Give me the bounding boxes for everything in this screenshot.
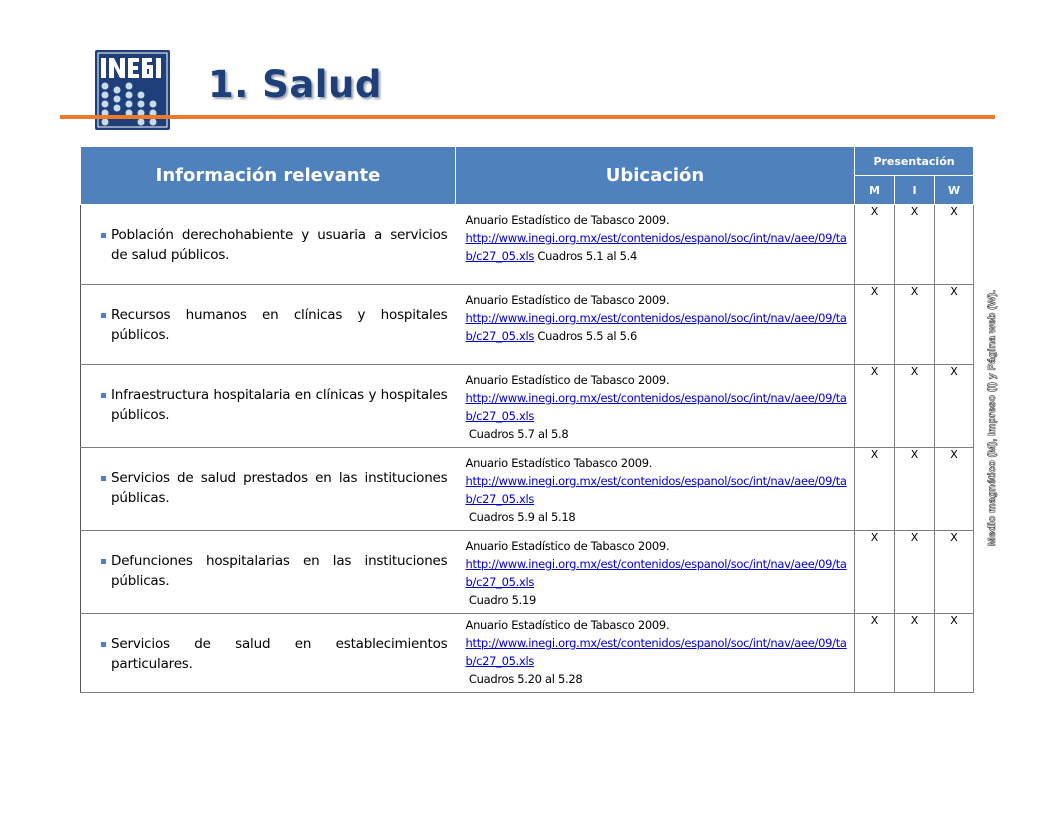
- table-row: [81, 531, 974, 614]
- source-link[interactable]: http://www.inegi.org.mx/est/contenidos/espanol/soc/int/nav/aee/09/tab/c27_05.xls: [465, 636, 847, 668]
- source-link[interactable]: http://www.inegi.org.mx/est/contenidos/espanol/soc/int/nav/aee/09/tab/c27_05.xls: [465, 231, 847, 263]
- info-text: Infraestructura hospitalaria en clínicas y hospitales públicos.: [111, 387, 448, 423]
- bullet-icon: [101, 476, 106, 481]
- header-ubicacion: Ubicación: [456, 147, 855, 205]
- orange-rule: [60, 115, 995, 119]
- cuadros-text: Cuadro 5.19: [468, 593, 536, 607]
- mark-m: X: [855, 531, 895, 614]
- mark-w: X: [935, 365, 974, 448]
- source-text: Anuario Estadístico de Tabasco 2009.: [465, 213, 670, 227]
- mark-m: X: [855, 448, 895, 531]
- mark-m: X: [855, 285, 895, 365]
- mark-i: X: [895, 365, 935, 448]
- mark-i: X: [895, 531, 935, 614]
- source-text: Anuario Estadístico de Tabasco 2009.: [465, 539, 670, 553]
- cuadros-text: Cuadros 5.5 al 5.6: [537, 329, 637, 343]
- header-w: W: [935, 176, 974, 205]
- mark-w: X: [935, 448, 974, 531]
- source-link[interactable]: http://www.inegi.org.mx/est/contenidos/espanol/soc/int/nav/aee/09/tab/c27_05.xls: [465, 391, 847, 423]
- info-text: Defunciones hospitalarias en las instituciones públicas.: [111, 553, 448, 589]
- header-presentacion: Presentación: [855, 147, 974, 176]
- table-row: [81, 365, 974, 448]
- cuadros-text: Cuadros 5.7 al 5.8: [468, 427, 569, 441]
- info-table: [80, 146, 974, 693]
- bullet-icon: [101, 642, 106, 647]
- mark-m: X: [855, 614, 895, 693]
- header-m: M: [855, 176, 895, 205]
- mark-m: X: [855, 365, 895, 448]
- table-row: [81, 614, 974, 693]
- info-text: Población derechohabiente y usuaria a servicios de salud públicos.: [111, 227, 448, 263]
- page-title: 1. Salud: [208, 63, 382, 106]
- source-link[interactable]: http://www.inegi.org.mx/est/contenidos/espanol/soc/int/nav/aee/09/tab/c27_05.xls: [465, 474, 847, 506]
- header-i: I: [895, 176, 935, 205]
- source-text: Anuario Estadístico de Tabasco 2009.: [465, 373, 670, 387]
- mark-i: X: [895, 614, 935, 693]
- mark-i: X: [895, 285, 935, 365]
- info-text: Servicios de salud prestados en las instituciones públicas.: [111, 470, 448, 506]
- mark-w: X: [935, 205, 974, 285]
- source-link[interactable]: http://www.inegi.org.mx/est/contenidos/espanol/soc/int/nav/aee/09/tab/c27_05.xls: [465, 311, 847, 343]
- mark-w: X: [935, 614, 974, 693]
- info-text: Servicios de salud en establecimientos particulares.: [111, 636, 448, 672]
- table-row: [81, 448, 974, 531]
- mark-i: X: [895, 448, 935, 531]
- mark-w: X: [935, 285, 974, 365]
- bullet-icon: [101, 313, 106, 318]
- table-row: [81, 205, 974, 285]
- source-text: Anuario Estadístico de Tabasco 2009.: [465, 293, 670, 307]
- header-info: Información relevante: [81, 147, 456, 205]
- cuadros-text: Cuadros 5.1 al 5.4: [537, 249, 637, 263]
- bullet-icon: [101, 233, 106, 238]
- source-text: Anuario Estadístico Tabasco 2009.: [465, 456, 653, 470]
- mark-m: X: [855, 205, 895, 285]
- cuadros-text: Cuadros 5.9 al 5.18: [468, 510, 576, 524]
- cuadros-text: Cuadros 5.20 al 5.28: [468, 672, 583, 686]
- table-row: [81, 285, 974, 365]
- side-note: Medio magnético (M), Impreso (I) y Página web (W).: [986, 289, 998, 547]
- source-text: Anuario Estadístico de Tabasco 2009.: [465, 618, 670, 632]
- bullet-icon: [101, 393, 106, 398]
- mark-i: X: [895, 205, 935, 285]
- mark-w: X: [935, 531, 974, 614]
- info-text: Recursos humanos en clínicas y hospitales públicos.: [111, 307, 448, 343]
- source-link[interactable]: http://www.inegi.org.mx/est/contenidos/espanol/soc/int/nav/aee/09/tab/c27_05.xls: [465, 557, 847, 589]
- bullet-icon: [101, 559, 106, 564]
